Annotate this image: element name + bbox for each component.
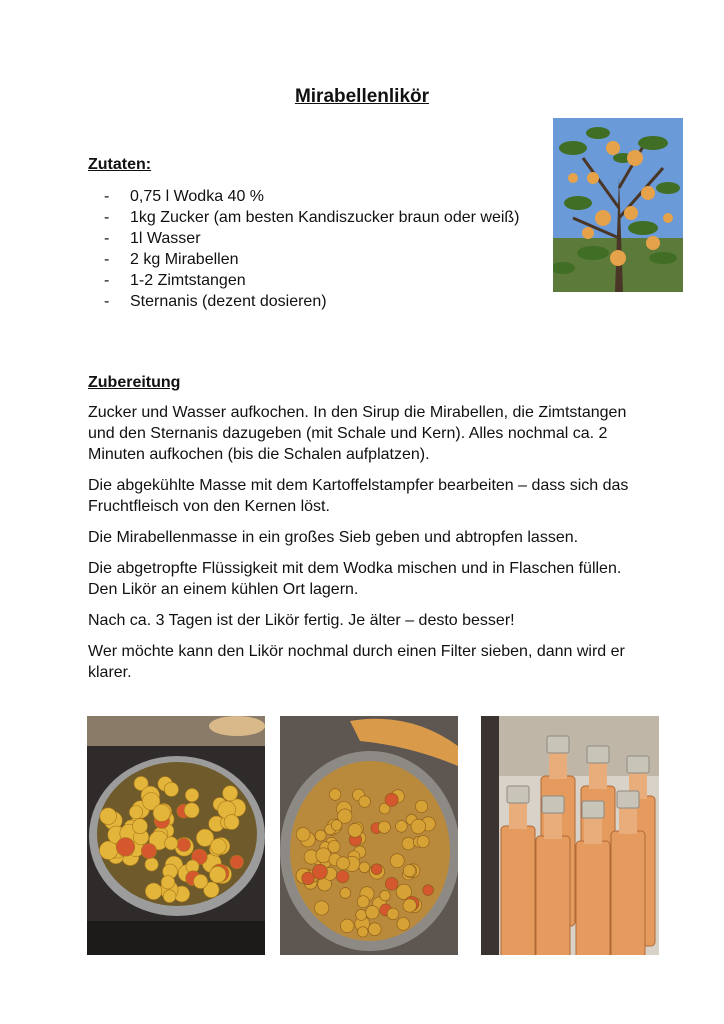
ingredient-item: - 0,75 l Wodka 40 % — [104, 186, 524, 207]
ingredient-item: - Sternanis (dezent dosieren) — [104, 291, 524, 312]
preparation-heading: Zubereitung — [88, 374, 181, 391]
preparation-step: Die abgekühlte Masse mit dem Kartoffelstampfer bearbeiten – dass sich das Fruchtfleisch von den Kernen löst. — [88, 477, 629, 515]
preparation-steps — [88, 402, 648, 693]
preparation-step: Wer möchte kann den Likör nochmal durch einen Filter sieben, dann wird er klarer. — [88, 643, 625, 681]
preparation-step: Zucker und Wasser aufkochen. In den Sirup die Mirabellen, die Zimtstangen und den Sternanis dazugeben (mit Schale und Kern). Alles nochmal ca. 2 Minuten aufkochen (bis die Schalen aufplatzen). — [88, 404, 627, 463]
page-title: Mirabellenlikör — [294, 86, 430, 107]
ingredients-list — [104, 186, 524, 312]
preparation-step: Die abgetropfte Flüssigkeit mit dem Wodka mischen und in Flaschen füllen. Den Likör an einem kühlen Ort lagern. — [88, 560, 622, 598]
mirabelles-in-syrup-photo — [280, 716, 458, 955]
ingredient-item: - 1kg Zucker (am besten Kandiszucker braun oder weiß) — [104, 207, 524, 228]
liqueur-bottles-photo — [481, 716, 659, 955]
preparation-step: Nach ca. 3 Tagen ist der Likör fertig. Je älter – desto besser! — [88, 612, 515, 629]
ingredient-item: - 1-2 Zimtstangen — [104, 270, 524, 291]
ingredient-item: - 2 kg Mirabellen — [104, 249, 524, 270]
mirabelles-in-pot-photo — [87, 716, 265, 955]
mirabelle-tree-photo — [553, 118, 683, 292]
preparation-step: Die Mirabellenmasse in ein großes Sieb geben und abtropfen lassen. — [88, 529, 579, 546]
ingredients-heading: Zutaten: — [88, 156, 152, 173]
ingredient-item: - 1l Wasser — [104, 228, 524, 249]
